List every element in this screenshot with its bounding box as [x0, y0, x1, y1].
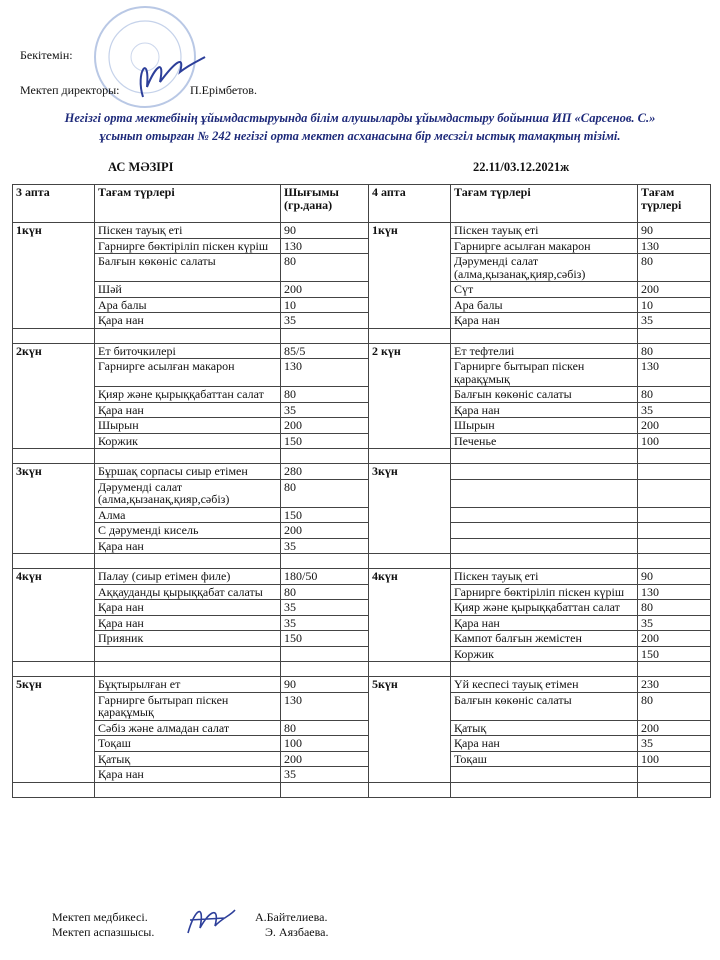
yield-week3: 80 — [281, 720, 369, 736]
dish-week4: Гарнирге бөктіріліп піскен күріш — [451, 584, 638, 600]
spacer-cell — [13, 782, 95, 797]
yield-week4: 200 — [638, 282, 711, 298]
table-row — [13, 282, 711, 298]
yield-week3: 180/50 — [281, 569, 369, 585]
header-week3: 3 апта — [13, 185, 95, 223]
dish-week3: Палау (сиыр етімен филе) — [95, 569, 281, 585]
yield-week3: 35 — [281, 313, 369, 329]
dish-week4: Қара нан — [451, 736, 638, 752]
day-label-week3: 2күн — [13, 343, 95, 449]
spacer-cell — [13, 554, 95, 569]
dish-week4: Қияр және қырыққабаттан салат — [451, 600, 638, 616]
yield-week3: 200 — [281, 523, 369, 539]
spacer-cell — [638, 662, 711, 677]
dish-week4 — [451, 767, 638, 783]
table-row — [13, 433, 711, 449]
day-label-week3: 1күн — [13, 223, 95, 329]
dish-week3: Қара нан — [95, 615, 281, 631]
cook-label: Мектеп аспазшысы. — [52, 925, 155, 939]
yield-week3 — [281, 646, 369, 662]
yield-week4: 100 — [638, 751, 711, 767]
yield-week3: 10 — [281, 297, 369, 313]
dish-week4: Үй кеспесі тауық етімен — [451, 677, 638, 693]
spacer-cell — [451, 449, 638, 464]
dish-week4 — [451, 479, 638, 507]
nurse-label: Мектеп медбикесі. — [52, 910, 148, 924]
yield-week3: 280 — [281, 464, 369, 480]
spacer-cell — [281, 782, 369, 797]
dish-week4: Печенье — [451, 433, 638, 449]
dish-week4: Балғын көкөніс салаты — [451, 692, 638, 720]
yield-week3: 150 — [281, 433, 369, 449]
yield-week3: 90 — [281, 223, 369, 239]
day-label-week3: 4күн — [13, 569, 95, 662]
yield-week4: 200 — [638, 720, 711, 736]
yield-week3: 35 — [281, 538, 369, 554]
dish-week4: Ет тефтелиі — [451, 343, 638, 359]
spacer-cell — [451, 554, 638, 569]
yield-week3: 130 — [281, 692, 369, 720]
table-row — [13, 677, 711, 693]
yield-week4: 230 — [638, 677, 711, 693]
day-label-week3: 5күн — [13, 677, 95, 783]
yield-week3: 35 — [281, 600, 369, 616]
yield-week4 — [638, 507, 711, 523]
spacer-cell — [369, 328, 451, 343]
dish-week3: Қара нан — [95, 402, 281, 418]
yield-week3: 100 — [281, 736, 369, 752]
table-row — [13, 751, 711, 767]
spacer-cell — [638, 554, 711, 569]
table-header-row — [13, 185, 711, 223]
yield-week4 — [638, 538, 711, 554]
dish-week4: Гарнирге бытырап піскен қарақұмық — [451, 359, 638, 387]
dish-week3: Дәруменді салат (алма,қызанақ,қияр,сәбіз) — [95, 479, 281, 507]
table-row — [13, 523, 711, 539]
spacer-cell — [13, 662, 95, 677]
yield-week4: 10 — [638, 297, 711, 313]
yield-week4: 90 — [638, 223, 711, 239]
dish-week3: Гарнирге бытырап піскен қарақұмық — [95, 692, 281, 720]
spacer-row — [13, 328, 711, 343]
dish-week4 — [451, 507, 638, 523]
dish-week4: Қара нан — [451, 402, 638, 418]
header-dishes-left: Тағам түрлері — [95, 185, 281, 223]
yield-week3: 80 — [281, 254, 369, 282]
yield-week3: 80 — [281, 387, 369, 403]
header-dishes-right-2: Тағам түрлері — [638, 185, 711, 223]
dish-week3: Қияр және қырыққабаттан салат — [95, 387, 281, 403]
spacer-cell — [13, 328, 95, 343]
spacer-cell — [369, 554, 451, 569]
nurse-signature — [180, 898, 240, 943]
yield-week4: 130 — [638, 238, 711, 254]
spacer-cell — [451, 328, 638, 343]
dish-week4: Гарнирге асылған макарон — [451, 238, 638, 254]
table-row — [13, 720, 711, 736]
header-week4: 4 апта — [369, 185, 451, 223]
table-row — [13, 238, 711, 254]
dish-week3: Піскен тауық еті — [95, 223, 281, 239]
menu-label: АС МӘЗІРІ — [108, 160, 174, 174]
spacer-cell — [95, 662, 281, 677]
dish-week3: Бұқтырылған ет — [95, 677, 281, 693]
dish-week4: Піскен тауық еті — [451, 223, 638, 239]
yield-week4: 150 — [638, 646, 711, 662]
dish-week3: Коржик — [95, 433, 281, 449]
table-row — [13, 402, 711, 418]
table-row — [13, 646, 711, 662]
menu-period: 22.11/03.12.2021ж — [473, 160, 570, 174]
dish-week3: С дәруменді кисель — [95, 523, 281, 539]
yield-week3: 80 — [281, 479, 369, 507]
yield-week3: 200 — [281, 282, 369, 298]
menu-table — [12, 184, 711, 798]
spacer-cell — [451, 662, 638, 677]
yield-week4: 130 — [638, 584, 711, 600]
approve-label: Бекітемін: — [20, 48, 73, 62]
dish-week4: Балғын көкөніс салаты — [451, 387, 638, 403]
dish-week4: Қара нан — [451, 615, 638, 631]
yield-week4: 100 — [638, 433, 711, 449]
table-row — [13, 600, 711, 616]
yield-week3: 200 — [281, 418, 369, 434]
day-label-week4: 2 күн — [369, 343, 451, 449]
dish-week3: Тоқаш — [95, 736, 281, 752]
dish-week4 — [451, 538, 638, 554]
yield-week4: 200 — [638, 631, 711, 647]
table-row — [13, 464, 711, 480]
yield-week4: 35 — [638, 736, 711, 752]
spacer-row — [13, 449, 711, 464]
table-row — [13, 767, 711, 783]
day-label-week4: 3күн — [369, 464, 451, 554]
table-row — [13, 479, 711, 507]
yield-week3: 150 — [281, 507, 369, 523]
footer-names — [255, 910, 328, 940]
yield-week4: 80 — [638, 692, 711, 720]
table-row — [13, 615, 711, 631]
spacer-cell — [95, 554, 281, 569]
dish-week3: Қара нан — [95, 600, 281, 616]
yield-week3: 130 — [281, 359, 369, 387]
dish-week4: Дәруменді салат (алма,қызанақ,қияр,сәбіз) — [451, 254, 638, 282]
dish-week4: Қатық — [451, 720, 638, 736]
dish-week3: Гарнирге асылған макарон — [95, 359, 281, 387]
spacer-cell — [369, 662, 451, 677]
spacer-row — [13, 662, 711, 677]
yield-week3: 80 — [281, 584, 369, 600]
yield-week3: 150 — [281, 631, 369, 647]
table-row — [13, 692, 711, 720]
yield-week4 — [638, 479, 711, 507]
table-row — [13, 297, 711, 313]
header-dishes-right: Тағам түрлері — [451, 185, 638, 223]
spacer-cell — [369, 449, 451, 464]
table-row — [13, 418, 711, 434]
spacer-cell — [281, 328, 369, 343]
day-label-week4: 5күн — [369, 677, 451, 783]
yield-week4: 130 — [638, 359, 711, 387]
spacer-cell — [281, 554, 369, 569]
spacer-cell — [638, 782, 711, 797]
dish-week4: Тоқаш — [451, 751, 638, 767]
yield-week4: 200 — [638, 418, 711, 434]
yield-week4: 90 — [638, 569, 711, 585]
table-row — [13, 569, 711, 585]
spacer-row — [13, 554, 711, 569]
table-row — [13, 313, 711, 329]
dish-week4: Қара нан — [451, 313, 638, 329]
director-label: Мектеп директоры: — [20, 83, 120, 97]
yield-week3: 90 — [281, 677, 369, 693]
table-row — [13, 584, 711, 600]
yield-week4: 80 — [638, 254, 711, 282]
dish-week3: Шырын — [95, 418, 281, 434]
dish-week4 — [451, 464, 638, 480]
yield-week4 — [638, 523, 711, 539]
spacer-cell — [451, 782, 638, 797]
spacer-cell — [13, 449, 95, 464]
yield-week4: 80 — [638, 600, 711, 616]
nurse-name: А.Байтелиева. — [255, 910, 328, 924]
cook-name: Э. Аязбаева. — [265, 925, 329, 939]
dish-week3: Қатық — [95, 751, 281, 767]
dish-week3: Шәй — [95, 282, 281, 298]
yield-week4: 80 — [638, 387, 711, 403]
header-yield: Шығымы (гр.дана) — [281, 185, 369, 223]
dish-week3: Балғын көкөніс салаты — [95, 254, 281, 282]
spacer-cell — [95, 782, 281, 797]
director-name: П.Ерімбетов. — [190, 83, 257, 97]
document-title-line-1: Негізгі орта мектебінің ұйымдастыруында білім алушыларды ұйымдастыру бойынша ИП «Сарсенов. С.» — [64, 111, 656, 125]
yield-week4 — [638, 464, 711, 480]
dish-week3: Гарнирге бөктіріліп піскен күріш — [95, 238, 281, 254]
yield-week3: 130 — [281, 238, 369, 254]
yield-week4: 35 — [638, 313, 711, 329]
dish-week3: Ара балы — [95, 297, 281, 313]
dish-week3: Ет биточкилері — [95, 343, 281, 359]
dish-week4: Ара балы — [451, 297, 638, 313]
dish-week4 — [451, 523, 638, 539]
table-row — [13, 343, 711, 359]
spacer-cell — [95, 449, 281, 464]
dish-week3: Қара нан — [95, 538, 281, 554]
dish-week4: Коржик — [451, 646, 638, 662]
spacer-cell — [281, 662, 369, 677]
yield-week3: 35 — [281, 767, 369, 783]
table-row — [13, 359, 711, 387]
table-row — [13, 387, 711, 403]
dish-week3: Сәбіз және алмадан салат — [95, 720, 281, 736]
dish-week4: Піскен тауық еті — [451, 569, 638, 585]
day-label-week4: 1күн — [369, 223, 451, 329]
spacer-cell — [638, 449, 711, 464]
dish-week4: Шырын — [451, 418, 638, 434]
yield-week4: 35 — [638, 402, 711, 418]
table-row — [13, 538, 711, 554]
spacer-cell — [281, 449, 369, 464]
dish-week3: Қара нан — [95, 767, 281, 783]
dish-week4: Сүт — [451, 282, 638, 298]
footer-labels — [52, 910, 154, 940]
dish-week3: Бұршақ сорпасы сиыр етімен — [95, 464, 281, 480]
yield-week3: 85/5 — [281, 343, 369, 359]
day-label-week3: 3күн — [13, 464, 95, 554]
spacer-cell — [638, 328, 711, 343]
dish-week3: Алма — [95, 507, 281, 523]
dish-week3 — [95, 646, 281, 662]
table-row — [13, 223, 711, 239]
table-row — [13, 507, 711, 523]
yield-week4: 80 — [638, 343, 711, 359]
dish-week3: Прияник — [95, 631, 281, 647]
yield-week3: 200 — [281, 751, 369, 767]
spacer-cell — [95, 328, 281, 343]
yield-week4 — [638, 767, 711, 783]
table-row — [13, 254, 711, 282]
dish-week3: Қара нан — [95, 313, 281, 329]
document-title-line-2: ұсынып отырған № 242 негізгі орта мектеп асханасына бір месзгіл ыстық тамақтың тізімі. — [99, 129, 621, 143]
dish-week4: Кампот балғын жемістен — [451, 631, 638, 647]
yield-week3: 35 — [281, 615, 369, 631]
dish-week3: Аққауданды қырыққабат салаты — [95, 584, 281, 600]
yield-week3: 35 — [281, 402, 369, 418]
day-label-week4: 4күн — [369, 569, 451, 662]
table-row — [13, 631, 711, 647]
yield-week4: 35 — [638, 615, 711, 631]
table-row — [13, 736, 711, 752]
spacer-cell — [369, 782, 451, 797]
spacer-row — [13, 782, 711, 797]
